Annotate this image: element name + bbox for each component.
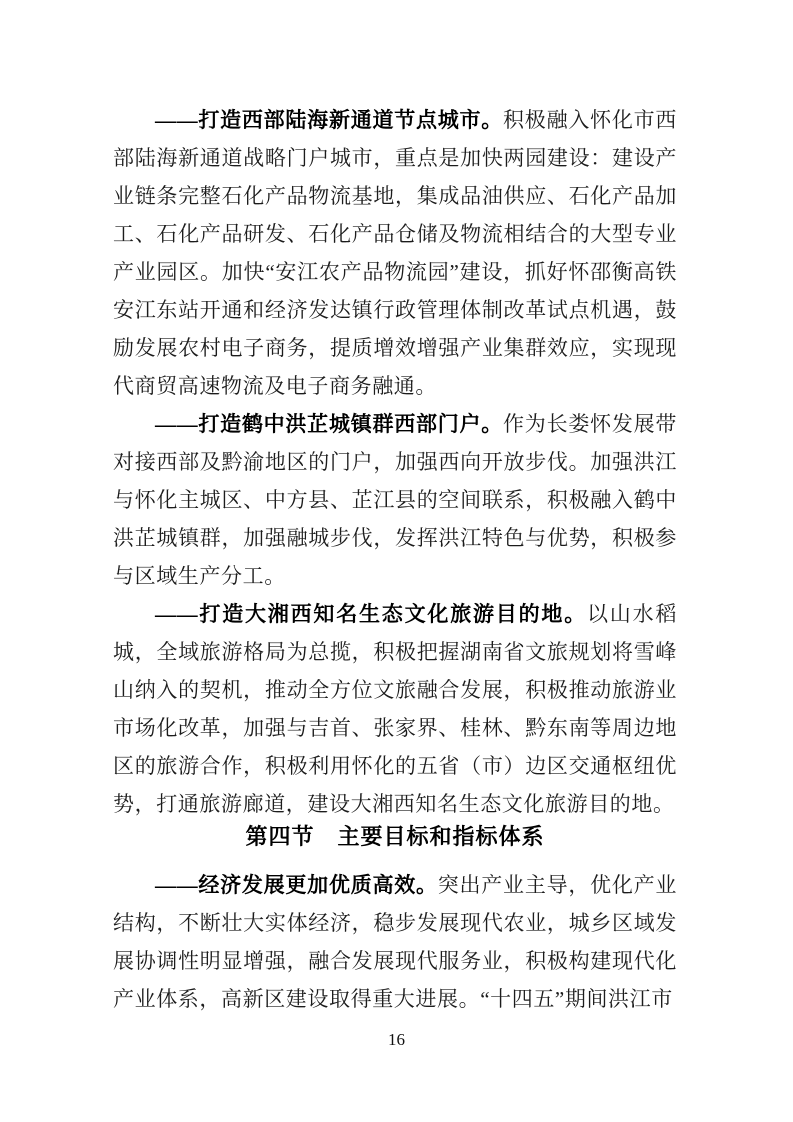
paragraph-body: 以山水稻城，全域旅游格局为总揽，积极把握湖南省文旅规划将雪峰山纳入的契机，推动全方位文旅融合发展，积极推动旅游业市场化改革，加强与吉首、张家界、桂林、黔东南等周边地区的旅游合作，积极利用怀化的五省（市）边区交通枢纽优势，打通旅游廊道，建设大湘西知名生态文化旅游目的地。	[113, 602, 677, 816]
paragraph-text	[113, 595, 677, 823]
paragraph-lead-bold: ——打造鹤中洪芷城镇群西部门户。	[155, 412, 504, 436]
paragraph-text	[113, 101, 677, 405]
page-number: 16	[388, 1030, 405, 1049]
paragraph-eco-culture-tourism	[113, 595, 677, 823]
paragraph-body: 突出产业主导，优化产业结构，不断壮大实体经济，稳步发展现代农业，城乡区域发展协调性明显增强，融合发展现代服务业，积极构建现代化产业体系，高新区建设取得重大进展。“十四五”期间洪江市	[113, 873, 677, 1011]
paragraph-body: 作为长娄怀发展带对接西部及黔渝地区的门户，加强西向开放步伐。加强洪江与怀化主城区、中方县、芷江县的空间联系，积极融入鹤中洪芷城镇群，加强融城步伐，发挥洪江特色与优势，积极参与区域生产分工。	[113, 412, 677, 588]
paragraph-lead-bold: ——打造大湘西知名生态文化旅游目的地。	[155, 602, 587, 626]
paragraph-lead-bold: ——经济发展更加优质高效。	[155, 873, 438, 897]
paragraph-west-land-sea-corridor	[113, 101, 677, 405]
paragraph-lead-bold: ——打造西部陆海新通道节点城市。	[155, 108, 504, 132]
section-heading: 第四节 主要目标和指标体系	[245, 824, 545, 849]
paragraph-text	[113, 866, 677, 1018]
paragraph-text	[113, 405, 677, 595]
paragraph-body: 积极融入怀化市西部陆海新通道战略门户城市，重点是加快两园建设：建设产业链条完整石化产品物流基地，集成品油供应、石化产品加工、石化产品研发、石化产品仓储及物流相结合的大型专业产业园区。加快“安江农产品物流园”建设，抓好怀邵衡高铁安江东站开通和经济发达镇行政管理体制改革试点机遇，鼓励发展农村电子商务，提质增效增强产业集群效应，实现现代商贸高速物流及电子商务融通。	[113, 108, 677, 398]
paragraph-economic-development	[113, 866, 677, 1018]
paragraph-west-gateway	[113, 405, 677, 595]
